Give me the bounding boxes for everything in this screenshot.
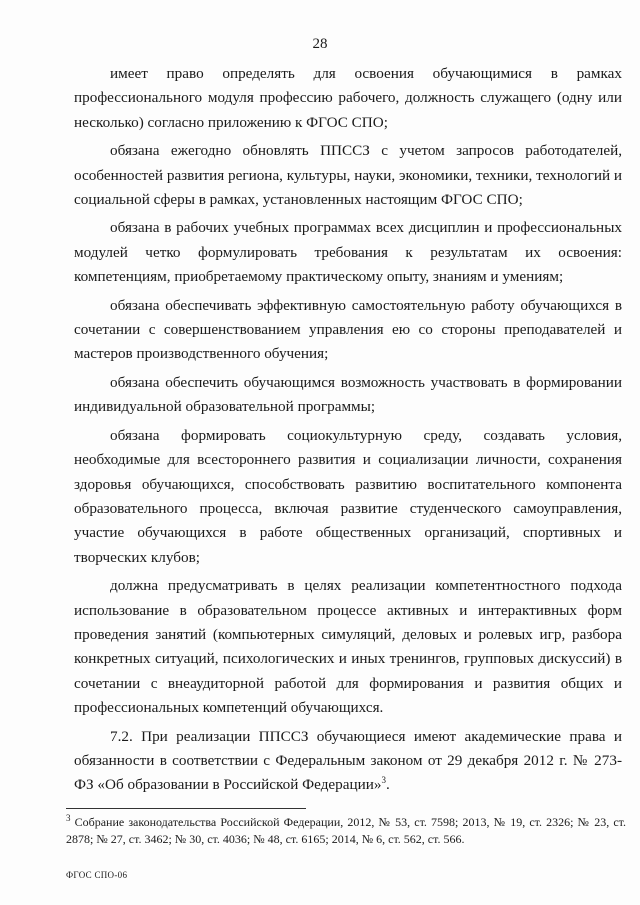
footnote-text: Собрание законодательства Российской Федерации, 2012, № 53, ст. 7598; 2013, № 19, ст. 2326; № 23, ст. 2878; № 27, ст. 3462; № 30, ст. 4036; № 48, ст. 6165; 2014, № 6, ст. 562, ст. 566. (66, 815, 626, 846)
page-number: 28 (312, 36, 328, 52)
footnote (66, 814, 626, 848)
footnote-divider (66, 808, 306, 809)
paragraph-8-text: 7.2. При реализации ППССЗ обучающиеся имеют академические права и обязанности в соответствии с Федеральным законом от 29 декабря 2012 г. № 273-ФЗ «Об образовании в Российской Федерации» (74, 727, 622, 794)
paragraph-8: 7.2. При реализации ППССЗ обучающиеся имеют академические права и обязанности в соответствии с Федеральным законом от 29 декабря 2012 г. № 273-ФЗ «Об образовании в Российской Федерации»$^3$. (74, 727, 622, 794)
paragraph-7: должна предусматривать в целях реализации компетентностного подхода использование в образовательном процессе активных и интерактивных форм проведения занятий (компьютерных симуляций, деловых и ролевых игр, разбора конкретных ситуаций, психологических и иных тренингов, групповых дискуссий) в сочетании с внеаудиторной работой для формирования и развития общих и профессиональных компетенций обучающихся. (74, 577, 622, 717)
paragraph-5: обязана обеспечить обучающимся возможность участвовать в формировании индивидуальной образовательной программы; (74, 373, 622, 416)
document-code: ФГОС СПО-06 (66, 870, 128, 880)
paragraph-1: имеет право определять для освоения обучающимися в рамках профессионального модуля профессию рабочего, должность служащего (одну или несколько) согласно приложению к ФГОС СПО; (74, 65, 622, 131)
footnote-reference: 3 (381, 775, 386, 786)
paragraph-4: обязана обеспечивать эффективную самостоятельную работу обучающихся в сочетании с совершенствованием управления ею со стороны преподавателей и мастеров производственного обучения; (74, 296, 622, 363)
paragraph-3: обязана в рабочих учебных программах всех дисциплин и профессиональных модулей четко формулировать требования к результатам их освоения: компетенциям, приобретаемому практическому опыту, знаниям и умениям; (74, 219, 622, 286)
paragraph-6: обязана формировать социокультурную среду, создавать условия, необходимые для всестороннего развития и социализации личности, сохранения здоровья обучающихся, способствовать развитию воспитательного компонента образовательного процесса, включая развитие студенческого самоуправления, участие обучающихся в работе общественных организаций, спортивных и творческих клубов; (74, 426, 622, 566)
paragraph-2: обязана ежегодно обновлять ППССЗ с учетом запросов работодателей, особенностей развития региона, культуры, науки, экономики, техники, технологий и социальной сферы в рамках, установленных настоящим ФГОС СПО; (74, 142, 622, 209)
body-text (74, 62, 622, 798)
footnote-marker: 3 (66, 813, 71, 823)
